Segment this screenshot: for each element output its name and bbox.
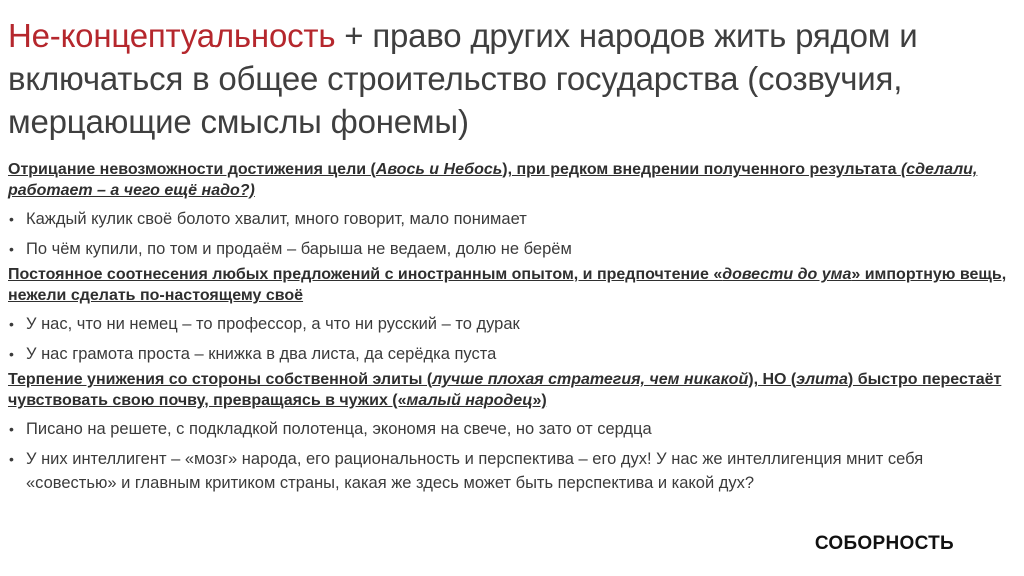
bullet-list <box>8 312 1008 366</box>
heading-italic: малый народец <box>406 392 533 409</box>
bullet-text: Писано на решете, с подкладкой полотенца, экономя на свече, но зато от сердца <box>26 420 652 438</box>
slide-content <box>8 159 1008 495</box>
heading-italic: элита <box>796 371 848 388</box>
bullet-icon: • <box>9 211 14 227</box>
list-item <box>8 447 1008 495</box>
section-heading-negation <box>8 159 1008 201</box>
footer-label: СОБОРНОСТЬ <box>814 533 954 554</box>
bullet-list <box>8 207 1008 261</box>
list-item <box>8 207 1008 231</box>
bullet-list <box>8 417 1008 495</box>
heading-text: Постоянное соотнесения любых предложений с иностранным опытом, и предпочтение « <box>8 266 723 283</box>
bullet-icon: • <box>9 451 14 467</box>
bullet-icon: • <box>9 346 14 362</box>
bullet-icon: • <box>9 316 14 332</box>
bullet-text: У нас, что ни немец – то профессор, а что ни русский – то дурак <box>26 315 520 333</box>
heading-italic: (сделали, работает – а чего ещё надо?) <box>8 161 978 199</box>
heading-text: ) быстро перестаёт чувствовать свою почву, превращаясь в чужих (« <box>8 371 1002 409</box>
section-heading-foreign-experience <box>8 264 1008 306</box>
section-heading-elite <box>8 369 1008 411</box>
heading-text: ), НО ( <box>748 371 797 388</box>
list-item <box>8 342 1008 366</box>
heading-text: ), при редком внедрении полученного результата <box>502 161 901 178</box>
bullet-icon: • <box>9 421 14 437</box>
title-accent: Не-концептуальность <box>8 17 336 54</box>
slide-title <box>8 14 1008 143</box>
title-rest: + право других народов жить рядом и включаться в общее строительство государства (созвучия, мерцающие смыслы фонемы) <box>8 17 918 140</box>
heading-italic: довести до ума <box>722 266 852 283</box>
list-item <box>8 312 1008 336</box>
bullet-text: Каждый кулик своё болото хвалит, много говорит, мало понимает <box>26 210 527 228</box>
list-item <box>8 237 1008 261</box>
bullet-text: У нас грамота проста – книжка в два листа, да серёдка пуста <box>26 345 497 363</box>
heading-text: Терпение унижения со стороны собственной элиты ( <box>8 371 433 388</box>
bullet-text: У них интеллигент – «мозг» народа, его рациональность и перспектива – его дух! У нас же интеллигенция мнит себя «совестью» и главным критиком страны, какая же здесь может быть перспектива и какой дух? <box>26 450 924 492</box>
heading-text: ») <box>532 392 547 409</box>
heading-italic: лучше плохая стратегия, чем никакой <box>432 371 749 388</box>
heading-text: Отрицание невозможности достижения цели ( <box>8 161 376 178</box>
list-item <box>8 417 1008 441</box>
bullet-icon: • <box>9 241 14 257</box>
heading-italic: Авось и Небось <box>375 161 503 178</box>
bullet-text: По чём купили, по том и продаём – барыша не ведаем, долю не берём <box>26 240 572 258</box>
heading-text: » импортную вещь, нежели сделать по-настоящему своё <box>8 266 1007 304</box>
